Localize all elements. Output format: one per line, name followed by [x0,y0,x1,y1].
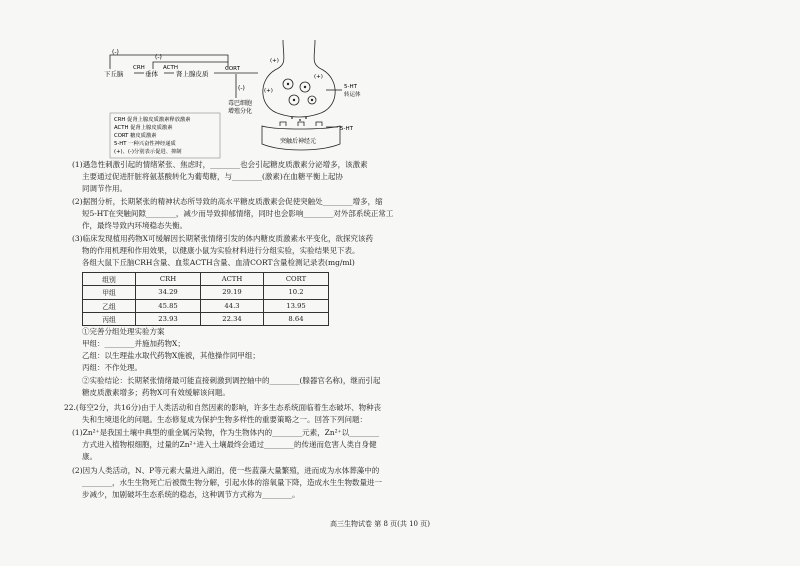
label-receptor-ht: 5-HT [340,126,353,132]
q1-line: 同调节作用。 [82,184,127,193]
label-transporter-ht: 5-HT [344,84,357,90]
q3-sub-line: ①完善分组处理实验方案 [82,327,165,336]
table-cell: 甲组 [83,286,136,299]
table-cell: 8.64 [264,312,329,325]
label-crh: CRH [133,65,145,71]
label-effect-2: 增殖分化 [228,108,253,115]
label-postsynaptic: 突触后神经元 [280,138,317,145]
q1-line: 主要通过促进肝脏将氨基酸转化为葡萄糖，与________(激素)在血糖平衡上起协 [82,172,343,181]
table-cell: 22.34 [201,312,264,325]
table-header: CRH [136,273,201,286]
presynaptic-terminal [263,40,335,117]
label-effect-1: 毒巴细胞 [228,100,253,107]
q22-line: (2)因为人类活动，N、P等元素大量进入湖泊，使一些蓝藻大量繁殖，进而成为水体葬藻中的 [72,466,380,475]
q3-line: (3)临床发现植用药物X可缓解因长期紧张情绪引发的体内糖皮质激素水平变化，欲探究该药 [72,234,373,243]
receptor [316,122,322,126]
label-minus-mid: (-) [155,54,162,61]
table-row [83,286,329,299]
table-header-row [83,273,329,286]
table-cell: 44.3 [201,299,264,312]
q22-line: 步减少，加剧破坏生态系统的稳态，这种调节方式称为________。 [82,490,300,499]
q22-line: ________，水生生物死亡后被微生物分解，引起水体的溶氧量下降，造成水生生物数量进一 [82,478,382,487]
q22-line: 22.(每空2分，共16分)由于人类活动和自然因素的影响，许多生态系统面临着生态破坏、物种丧 [64,403,382,412]
table-header: 组别 [83,273,136,286]
results-table [82,272,329,326]
label-plus-a: (+) [270,58,279,64]
q3-sub-line: 丙组：不作处理。 [82,363,142,372]
label-plus-b: (+) [264,88,273,94]
q3-line: 物的作用机理和作用效果，以健康小鼠为实验材料进行分组实验，实验结果见下表。 [82,246,360,255]
table-cell: 23.93 [136,312,201,325]
table-cell: 45.85 [136,299,201,312]
table-cell: 13.95 [264,299,329,312]
table-header: ACTH [201,273,264,286]
q3-sub-line: 糖皮质激素增多；药物X可有效缓解该问题。 [82,388,230,397]
table-row [83,312,329,325]
hpa-axis-diagram [0,0,800,160]
page-footer: 高三生物试卷 第 8 页(共 10 页) [330,520,430,528]
q22-line: 方式进入植物根细胞，过量的Zn²⁺进入土壤最终会通过________的传递而危害人类自身健 [82,440,377,449]
q2-line: 作，最终导致内环境稳态失衡。 [82,221,187,230]
label-acth: ACTH [163,65,179,71]
label-hypothalamus: 下丘脑 [104,70,124,78]
legend-line: CRH 促肾上腺皮质激素释放激素 [114,117,191,123]
receptor [298,122,304,126]
q1-line: (1)遇急性刺激引起的情绪紧张、焦虑时，________也会引起糖皮质激素分泌增多，该激素 [72,160,368,169]
table-header: CORT [264,273,329,286]
legend-line: (+)、(-)分别表示促进、抑制 [114,149,182,155]
legend-line: 5-HT 一种兴奋性神经递质 [114,141,176,147]
label-pituitary: 垂体 [145,70,158,78]
label-minus-right: (-) [238,85,245,92]
table-cell: 34.29 [136,286,201,299]
legend-line: CORT 糖皮质激素 [114,133,157,139]
q2-line: (2)据图分析，长期紧张的精神状态所导致的高水平糖皮质激素会促使突触处________增多，缩 [72,197,383,206]
label-transporter: 转运体 [344,92,361,98]
q22-line: 康。 [82,452,97,461]
receptor [280,122,286,126]
table-cell: 丙组 [83,312,136,325]
table-row [83,299,329,312]
table-cell: 10.2 [264,286,329,299]
table-cell: 29.19 [201,286,264,299]
label-plus-c: (+) [314,74,323,80]
q2-line: 短5-HT在突触间隙________，减少而导致抑郁情绪，同时也会影响________对外部系统正常工 [82,209,394,218]
label-minus-left: (-) [112,49,119,56]
q22-line: (1)Zn²⁺是我国土壤中典型的重金属污染物，作为生物体内的________元素，Zn²⁺以________ [72,428,380,437]
table-cell: 乙组 [83,299,136,312]
q3-sub-line: 甲组：________并施加药物X； [82,339,185,348]
table-caption: 各组大鼠下丘脑CRH含量、血浆ACTH含量、血清CORT含量检测记录表(mg/ml) [82,258,355,267]
legend-line: ACTH 促肾上腺皮质激素 [114,125,173,131]
q22-line: 失和生境退化的问题。生态修复成为保护生物多样性的重要策略之一。回答下列问题： [82,415,367,424]
label-adrenal: 肾上腺皮质 [176,70,209,78]
q3-sub-line: ②实验结论：长期紧张情绪最可能直接刺激到调控轴中的________(腺器官名称)，继而引起 [82,376,381,385]
q3-sub-line: 乙组：以生理盐水取代药物X施被，其他操作同甲组； [82,351,260,360]
label-cort: CORT [225,66,240,72]
